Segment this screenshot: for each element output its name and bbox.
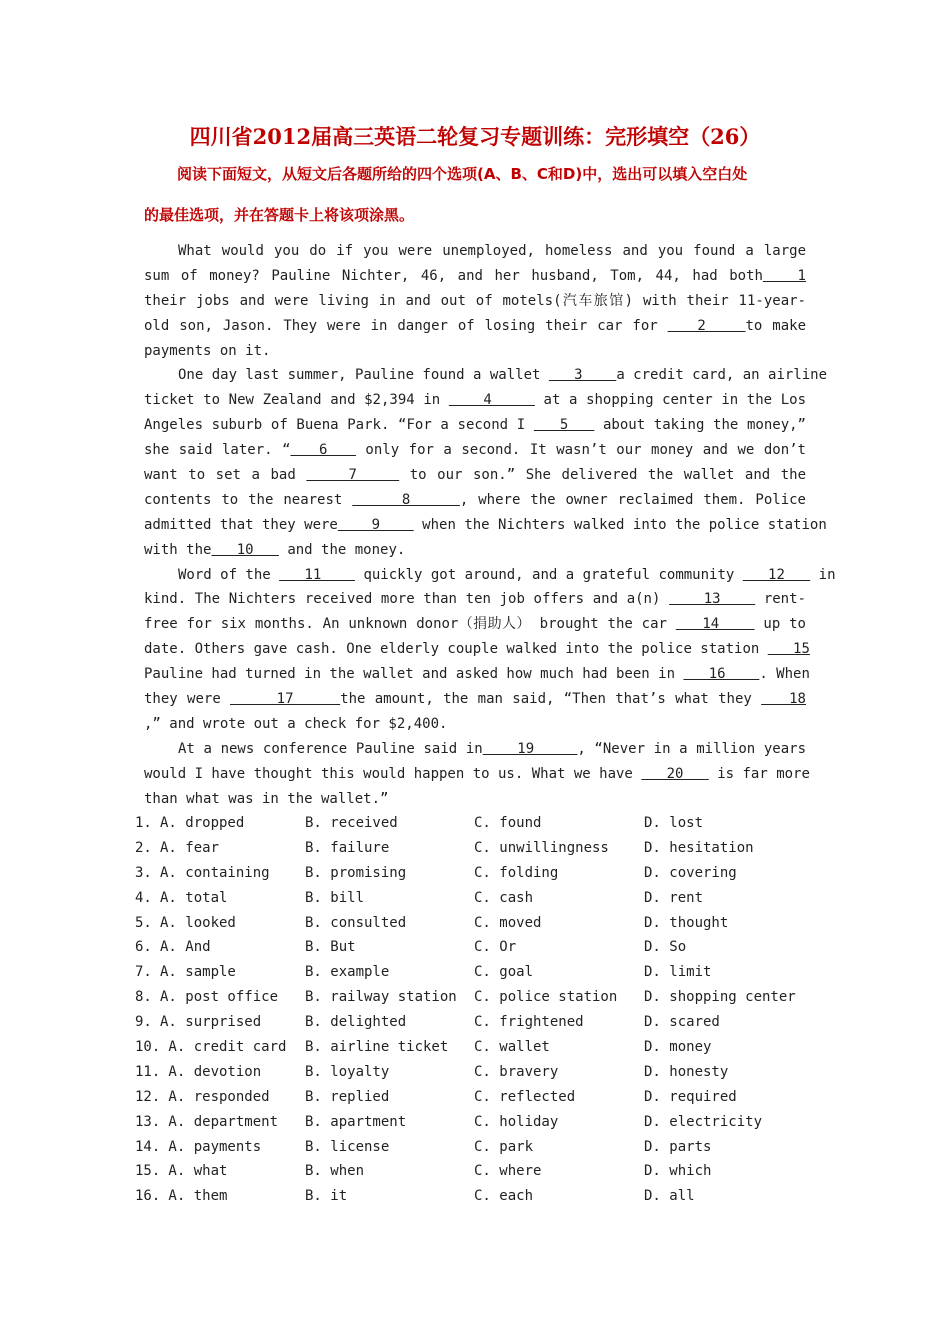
passage-text: date. Others gave cash. One elderly couple walked into the police station <box>144 641 760 658</box>
option-a: A. what <box>160 1163 228 1180</box>
passage-text: At a news conference Pauline said in <box>178 740 483 757</box>
blank-9: 9 <box>337 516 414 533</box>
option-row-16 <box>135 1184 815 1209</box>
option-c: C. unwillingness <box>474 839 609 856</box>
passage-text: up to <box>763 616 806 633</box>
option-a: A. sample <box>160 964 236 981</box>
passage-text: about taking the money,” <box>602 417 806 434</box>
option-b: B. replied <box>305 1088 390 1105</box>
option-row-4 <box>135 886 815 911</box>
passage-text: and the money. <box>287 541 406 558</box>
passage-text: at a shopping center in the Los <box>543 392 806 409</box>
option-c: C. Or <box>474 939 517 956</box>
option-d: D. electricity <box>644 1113 763 1130</box>
option-d: D. honesty <box>644 1063 729 1080</box>
question-number: 6. <box>135 939 152 956</box>
blank-6: 6 <box>290 442 356 459</box>
option-b: B. railway station <box>305 989 457 1006</box>
option-b: B. it <box>305 1188 348 1205</box>
option-a: A. them <box>160 1188 228 1205</box>
blank-17: 17 <box>230 691 341 708</box>
option-row-5 <box>135 911 815 936</box>
option-a: A. payments <box>160 1138 262 1155</box>
question-number: 15. <box>135 1163 161 1180</box>
question-number: 5. <box>135 914 152 931</box>
question-number: 4. <box>135 889 152 906</box>
option-b: B. received <box>305 815 398 831</box>
option-row-3 <box>135 861 815 886</box>
option-b: B. But <box>305 939 356 956</box>
option-c: C. wallet <box>474 1039 550 1056</box>
option-a: A. fear <box>160 839 220 856</box>
option-row-10 <box>135 1035 815 1060</box>
question-number: 7. <box>135 964 152 981</box>
passage-line <box>144 239 806 264</box>
option-row-15 <box>135 1159 815 1184</box>
question-number: 12. <box>135 1088 161 1105</box>
passage-text: when the Nichters walked into the police station <box>422 516 827 533</box>
option-d: D. required <box>644 1088 737 1105</box>
passage-text: Pauline had turned in the wallet and asked how much had been in <box>144 666 676 683</box>
option-row-14 <box>135 1135 815 1160</box>
option-d: D. hesitation <box>644 839 754 856</box>
blank-16: 16 <box>683 666 760 683</box>
passage-text: , where the owner reclaimed them. Police <box>459 491 806 508</box>
passage-line <box>144 314 806 339</box>
passage-text: than what was in the wallet.” <box>144 790 389 807</box>
blank-1: 1 <box>762 267 806 284</box>
passage-text: . When <box>759 666 810 683</box>
passage-text: Angeles suburb of Buena Park. “For a second I <box>144 417 526 434</box>
blank-20: 20 <box>641 765 709 782</box>
option-row-2 <box>135 836 815 861</box>
passage-line <box>144 488 806 513</box>
question-number: 1. <box>135 815 152 831</box>
blank-2: 2 <box>667 317 746 334</box>
passage-line <box>144 264 806 289</box>
option-a: A. And <box>160 939 211 956</box>
passage-line <box>144 339 806 364</box>
blank-4: 4 <box>448 392 535 409</box>
option-c: C. bravery <box>474 1063 559 1080</box>
passage-line <box>144 637 810 662</box>
blank-3: 3 <box>548 367 617 384</box>
option-d: D. thought <box>644 914 729 931</box>
passage-text: ticket to New Zealand and $2,394 in <box>144 392 441 409</box>
passage-text: is far more <box>717 765 810 782</box>
passage-text: their jobs and were living in and out of motels(汽车旅馆) with their 11-year- <box>144 292 806 309</box>
passage-text: Word of the <box>178 566 271 583</box>
passage-text: sum of money? Pauline Nichter, 46, and her husband, Tom, 44, had both <box>144 267 763 284</box>
passage-line <box>144 612 806 637</box>
option-d: D. limit <box>644 964 712 981</box>
option-b: B. loyalty <box>305 1063 390 1080</box>
option-c: C. cash <box>474 889 534 906</box>
passage-text: in <box>818 566 836 583</box>
option-c: C. holiday <box>474 1113 559 1130</box>
cloze-passage <box>144 239 836 811</box>
passage-text: quickly got around, and a grateful community <box>363 566 735 583</box>
option-c: C. folding <box>474 864 559 881</box>
passage-text: free for six months. An unknown donor（捐助人） brought the car <box>144 616 667 633</box>
passage-text: with the <box>144 541 212 558</box>
passage-text: would I have thought this would happen to us. What we have <box>144 765 633 782</box>
blank-14: 14 <box>675 616 755 633</box>
question-number: 14. <box>135 1138 161 1155</box>
option-a: A. surprised <box>160 1014 262 1031</box>
option-b: B. failure <box>305 839 390 856</box>
passage-line <box>144 762 810 787</box>
question-number: 8. <box>135 989 152 1006</box>
blank-18: 18 <box>761 691 806 708</box>
option-c: C. park <box>474 1138 534 1155</box>
blank-11: 11 <box>279 566 356 583</box>
passage-text: contents to the nearest <box>144 491 343 508</box>
option-row-7 <box>135 960 815 985</box>
passage-text: , “Never in a million years <box>577 740 807 757</box>
passage-line <box>144 363 828 388</box>
instructions-line-1: 阅读下面短文，从短文后各题所给的四个选项(A、B、C和D)中，选出可以填入空白处 <box>177 165 748 183</box>
passage-text: they were <box>144 691 221 708</box>
option-d: D. which <box>644 1163 712 1180</box>
page-title: 四川省2012届高三英语二轮复习专题训练：完形填空（26） <box>189 124 761 149</box>
blank-15: 15 <box>767 641 810 658</box>
option-d: D. shopping center <box>644 989 796 1006</box>
option-row-1 <box>135 811 815 836</box>
option-d: D. lost <box>644 815 704 831</box>
option-row-13 <box>135 1110 815 1135</box>
passage-line <box>144 289 806 314</box>
passage-line <box>144 662 810 687</box>
option-c: C. police station <box>474 989 618 1006</box>
option-d: D. scared <box>644 1014 720 1031</box>
option-b: B. bill <box>305 889 365 906</box>
option-a: A. department <box>160 1113 279 1130</box>
blank-19: 19 <box>482 740 578 757</box>
passage-text: admitted that they were <box>144 516 338 533</box>
passage-text: What would you do if you were unemployed, homeless and you found a large <box>178 243 806 259</box>
option-a: A. post office <box>160 989 279 1006</box>
option-c: C. frightened <box>474 1014 584 1031</box>
passage-line <box>144 513 827 538</box>
option-row-6 <box>135 935 815 960</box>
option-a: A. credit card <box>160 1039 287 1056</box>
option-d: D. So <box>644 939 687 956</box>
passage-line <box>144 438 806 463</box>
blank-10: 10 <box>211 541 279 558</box>
question-number: 2. <box>135 839 152 856</box>
passage-line <box>144 538 806 563</box>
passage-text: rent- <box>763 591 806 608</box>
passage-text: only for a second. It wasn’t our money and we don’t <box>365 442 806 459</box>
passage-text: the amount, the man said, “Then that’s what they <box>340 691 752 708</box>
option-c: C. found <box>474 815 542 831</box>
blank-7: 7 <box>306 467 400 484</box>
option-b: B. when <box>305 1163 365 1180</box>
option-c: C. each <box>474 1188 534 1205</box>
option-c: C. moved <box>474 914 542 931</box>
option-a: A. dropped <box>160 815 245 831</box>
option-b: B. airline ticket <box>305 1039 449 1056</box>
option-row-11 <box>135 1060 815 1085</box>
passage-text: to our son.” She delivered the wallet and the <box>409 467 807 484</box>
passage-text: kind. The Nichters received more than ten job offers and a(n) <box>144 591 661 608</box>
question-number: 3. <box>135 864 152 881</box>
option-c: C. where <box>474 1163 542 1180</box>
option-b: B. example <box>305 964 390 981</box>
option-d: D. covering <box>644 864 737 881</box>
question-number: 10. <box>135 1039 161 1056</box>
passage-line <box>144 463 806 488</box>
option-d: D. rent <box>644 889 704 906</box>
option-d: D. money <box>644 1039 712 1056</box>
option-b: B. consulted <box>305 914 407 931</box>
option-d: D. all <box>644 1188 695 1205</box>
passage-text: payments on it. <box>144 342 271 359</box>
option-a: A. devotion <box>160 1063 262 1080</box>
passage-text: ,” and wrote out a check for $2,400. <box>144 715 448 732</box>
blank-12: 12 <box>742 566 811 583</box>
option-b: B. license <box>305 1138 390 1155</box>
passage-text: One day last summer, Pauline found a wallet <box>178 367 541 384</box>
option-c: C. reflected <box>474 1088 576 1105</box>
option-b: B. promising <box>305 864 407 881</box>
passage-line <box>144 712 806 737</box>
option-a: A. looked <box>160 914 236 931</box>
question-number: 16. <box>135 1188 161 1205</box>
option-row-9 <box>135 1010 815 1035</box>
passage-text: a credit card, an airline <box>616 367 828 384</box>
option-a: A. responded <box>160 1088 270 1105</box>
blank-5: 5 <box>533 417 595 434</box>
passage-text: want to set a bad <box>144 467 296 484</box>
passage-line <box>144 737 806 762</box>
option-b: B. apartment <box>305 1113 407 1130</box>
question-number: 11. <box>135 1063 161 1080</box>
option-a: A. containing <box>160 864 270 881</box>
answer-options <box>135 811 815 1209</box>
passage-line <box>144 587 806 612</box>
blank-13: 13 <box>669 591 756 608</box>
passage-text: old son, Jason. They were in danger of losing their car for <box>144 317 658 334</box>
option-c: C. goal <box>474 964 534 981</box>
question-number: 9. <box>135 1014 152 1031</box>
question-number: 13. <box>135 1113 161 1130</box>
option-row-12 <box>135 1085 815 1110</box>
passage-line <box>144 563 836 588</box>
option-a: A. total <box>160 889 228 906</box>
instructions-line-2: 的最佳选项，并在答题卡上将该项涂黑。 <box>144 206 415 224</box>
passage-line <box>144 787 806 812</box>
passage-line <box>144 687 806 712</box>
blank-8: 8 <box>352 491 460 508</box>
passage-text: to make <box>745 317 806 334</box>
option-b: B. delighted <box>305 1014 407 1031</box>
passage-text: she said later. “ <box>144 442 291 459</box>
option-d: D. parts <box>644 1138 712 1155</box>
option-row-8 <box>135 985 815 1010</box>
passage-line <box>144 388 806 413</box>
passage-line <box>144 413 806 438</box>
